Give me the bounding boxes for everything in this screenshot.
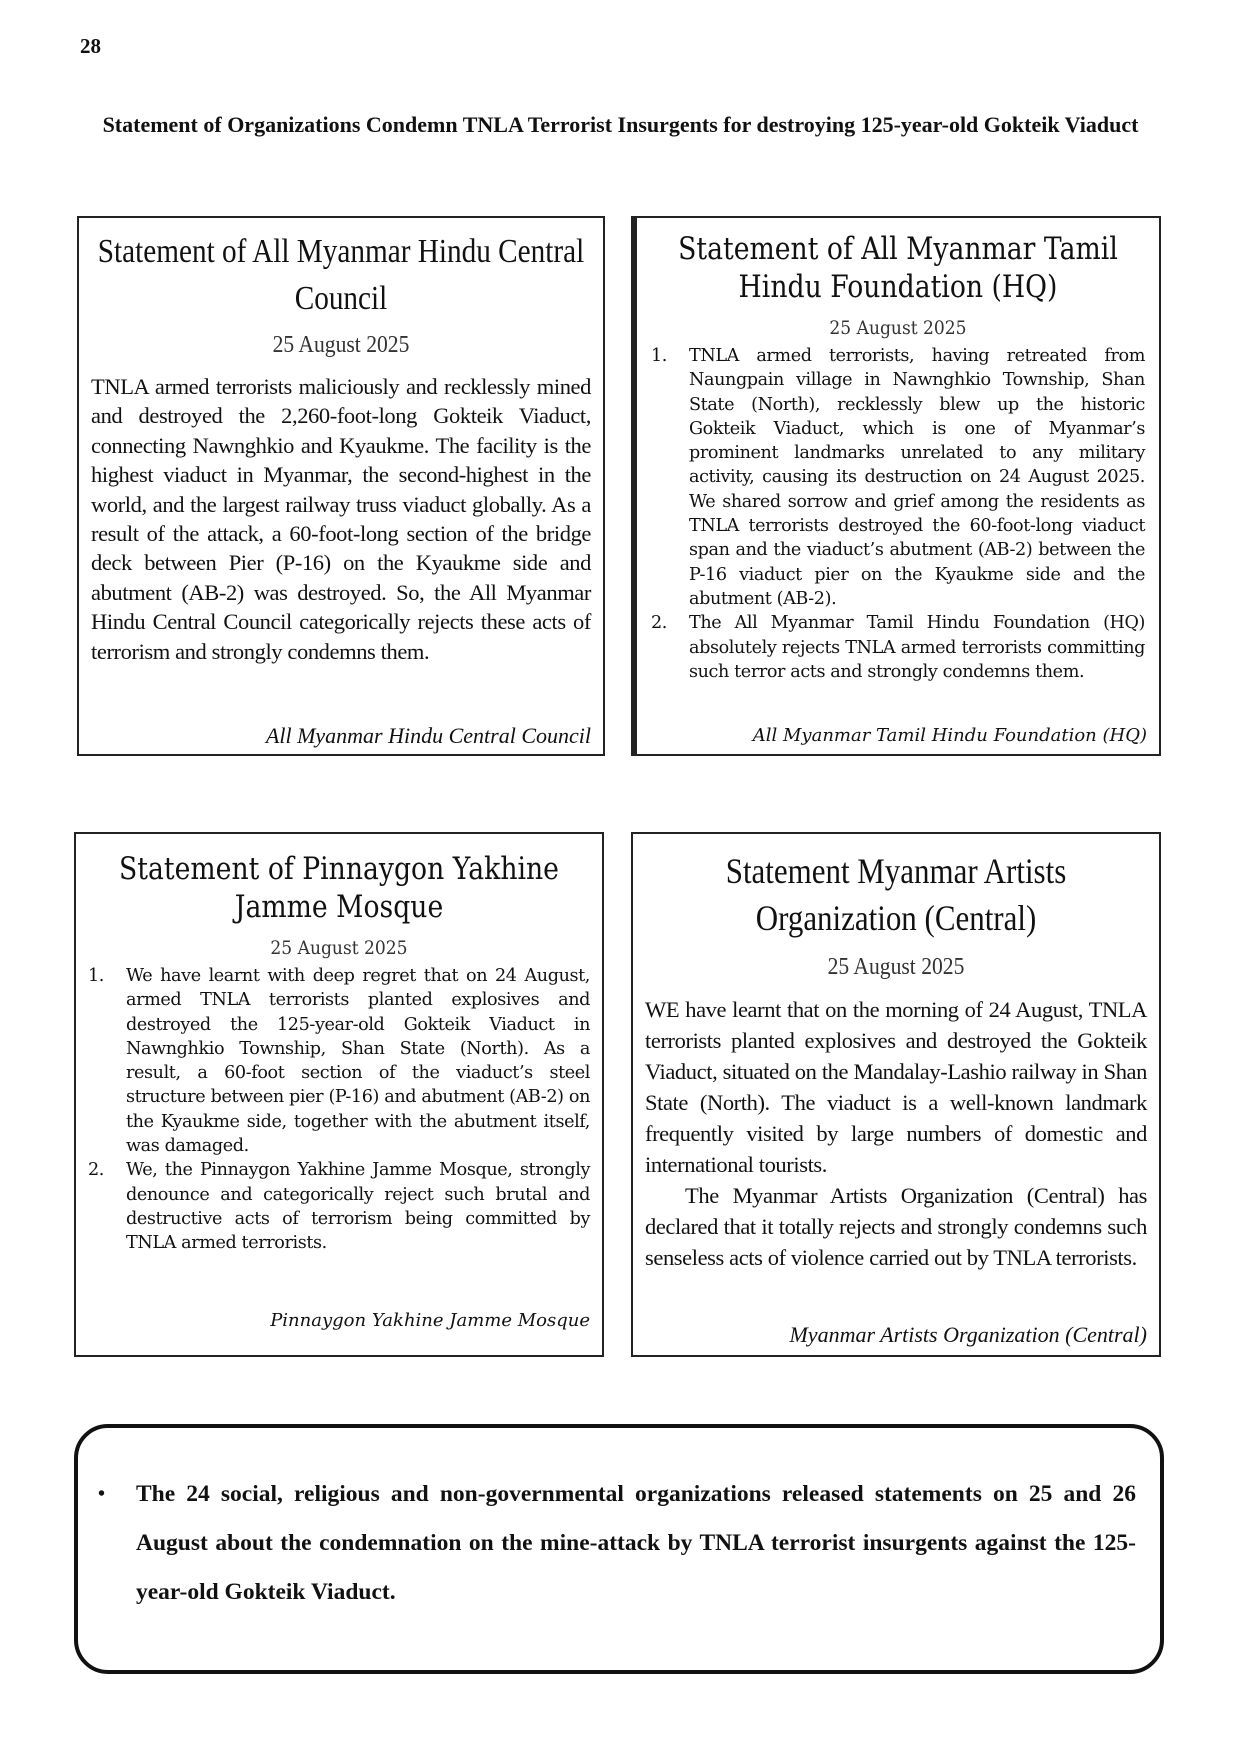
statement-signature: Myanmar Artists Organization (Central): [789, 1322, 1147, 1347]
statement-title: Statement of All Myanmar Hindu Central Council: [97, 233, 585, 317]
statement-card-pinnaygon-mosque: [74, 832, 604, 1357]
statement-title: Statement Myanmar Artists Organization (Central): [725, 851, 1067, 938]
list-item-number: 2.: [651, 613, 667, 634]
statement-signature: Pinnaygon Yakhine Jamme Mosque: [270, 1310, 590, 1331]
list-item: [651, 344, 1145, 611]
list-item-text: The All Myanmar Tamil Hindu Foundation (HQ) absolutely rejects TNLA armed terrorists committing such terror acts and strongly condemns them.: [689, 613, 1145, 682]
statement-date: 25 August 2025: [270, 937, 408, 959]
page-number: 28: [80, 34, 101, 58]
list-item-number: 1.: [651, 346, 667, 366]
page-heading: Statement of Organizations Condemn TNLA Terrorist Insurgents for destroying 125-year-old Gokteik Viaduct: [102, 112, 1139, 137]
summary-box: [74, 1424, 1164, 1674]
statement-signature: All Myanmar Tamil Hindu Foundation (HQ): [752, 725, 1147, 746]
list-item-text: We have learnt with deep regret that on 24 August, armed TNLA terrorists planted explosives and destroyed the 125-year-old Gokteik Viaduct in Nawnghkio Township, Shan State (North). As a result, a 60-foot section of the viaduct’s steel structure between pier (P-16) and abutment (AB-2) on the Kyaukme side, together with the abutment itself, was damaged.: [126, 966, 590, 1157]
list-item: [651, 611, 1145, 684]
statement-date: 25 August 2025: [827, 954, 965, 980]
list-item: [88, 1158, 590, 1255]
bullet-icon: •: [98, 1483, 106, 1505]
list-item-number: 2.: [88, 1160, 104, 1181]
statement-paragraph: The Myanmar Artists Organization (Central) has declared that it totally rejects and strongly condemns such senseless acts of violence carried out by TNLA terrorists.: [645, 1183, 1147, 1270]
statement-title: Statement of Pinnaygon Yakhine Jamme Mosque: [119, 851, 559, 925]
statement-paragraph: WE have learnt that on the morning of 24 August, TNLA terrorists planted explosives and destroyed the Gokteik Viaduct, situated on the Mandalay-Lashio railway in Shan State (North). The viaduct is a well-known landmark frequently visited by large numbers of domestic and international tourists.: [645, 997, 1147, 1177]
statement-title: Statement of All Myanmar Tamil Hindu Foundation (HQ): [678, 231, 1118, 305]
statement-body: [645, 994, 1147, 1273]
statement-card-tamil-hindu-foundation: [631, 216, 1161, 756]
list-item-text: TNLA armed terrorists, having retreated from Naungpain village in Nawnghkio Township, Shan State (North), recklessly blew up the historic Gokteik Viaduct, which is one of Myanmar’s prominent landmarks unrelated to any military activity, causing its destruction on 24 August 2025. We shared sorrow and grief among the residents as TNLA terrorists destroyed the 60-foot-long viaduct span and the viaduct’s abutment (AB-2) between the P-16 viaduct pier on the Kyaukme side and the abutment (AB-2).: [689, 346, 1145, 609]
summary-item: [98, 1470, 1136, 1617]
statement-card-artists-organization: [631, 832, 1161, 1357]
statement-body: TNLA armed terrorists maliciously and recklessly mined and destroyed the 2,260-foot-long Gokteik Viaduct, connecting Nawnghkio and Kyaukme. The facility is the highest viaduct in Myanmar, the second-highest in the world, and the largest railway truss viaduct globally. As a result of the attack, a 60-foot-long section of the bridge deck between Pier (P-16) on the Kyaukme side and abutment (AB-2) was destroyed. So, the All Myanmar Hindu Central Council categorically rejects these acts of terrorism and strongly condemns them.: [91, 374, 591, 664]
summary-text: The 24 social, religious and non-governmental organizations released statements on 25 and 26 August about the condemnation on the mine-attack by TNLA terrorist insurgents against the 125-year-old Gokteik Viaduct.: [136, 1481, 1136, 1605]
statement-date: 25 August 2025: [829, 317, 967, 339]
statement-signature: All Myanmar Hindu Central Council: [265, 723, 591, 748]
statement-list: [88, 964, 590, 1256]
statement-date: 25 August 2025: [272, 332, 410, 358]
list-item: [88, 964, 590, 1158]
statement-list: [651, 344, 1145, 684]
list-item-number: 1.: [88, 966, 104, 986]
statement-card-hindu-central-council: [77, 216, 605, 756]
list-item-text: We, the Pinnaygon Yakhine Jamme Mosque, strongly denounce and categorically reject such brutal and destructive acts of terrorism being committed by TNLA armed terrorists.: [126, 1160, 590, 1254]
